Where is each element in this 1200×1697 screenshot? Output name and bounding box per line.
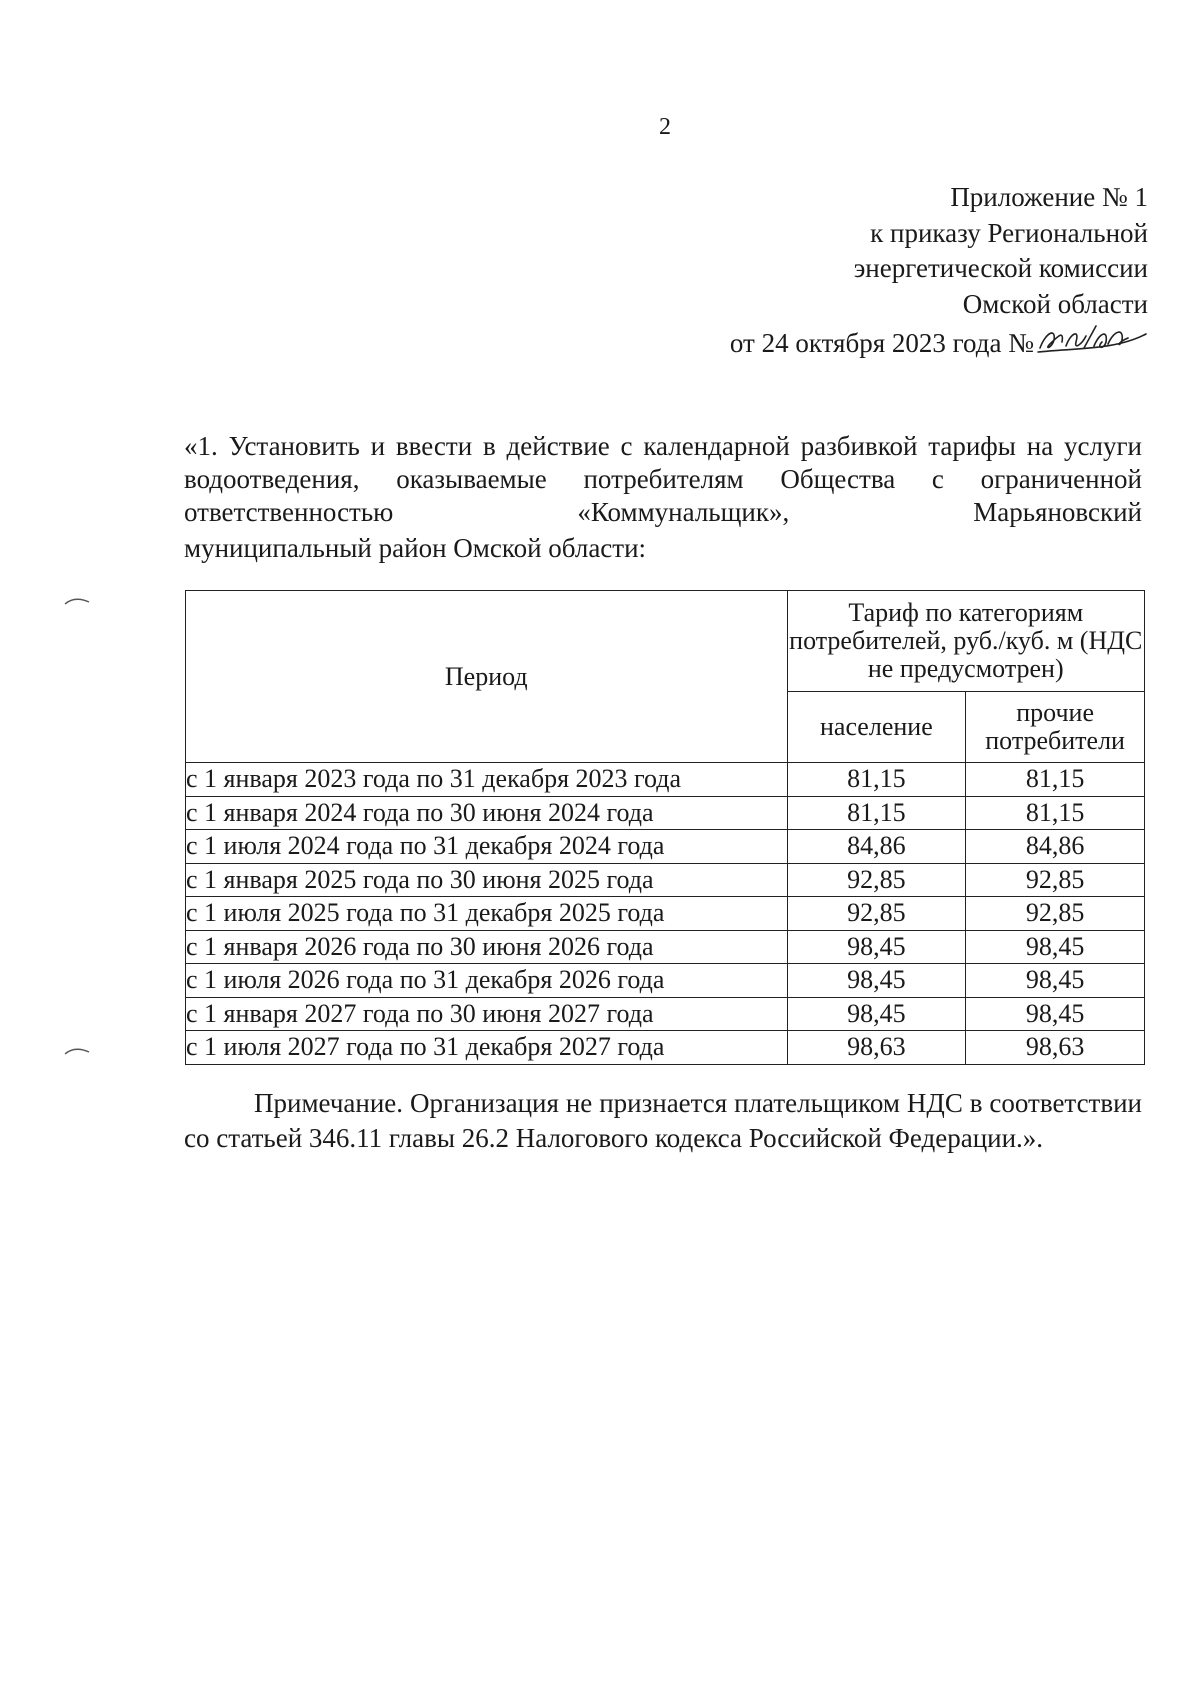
scan-mark-icon — [64, 596, 90, 606]
note-text: Примечание. Организация не признается плательщиком НДС в соответствии со статьей 346.11 главы 26.2 Налогового кодекса Российской Федерации.». — [184, 1088, 1142, 1153]
table-row — [186, 930, 1145, 964]
table-row — [186, 897, 1145, 931]
order-date-line — [628, 322, 1148, 366]
table-row — [186, 964, 1145, 998]
appendix-header — [628, 180, 1148, 366]
note-paragraph — [184, 1086, 1142, 1156]
period-cell: с 1 января 2025 года по 30 июня 2025 года — [186, 863, 788, 897]
population-tariff-cell: 98,45 — [787, 930, 966, 964]
period-cell: с 1 июля 2025 года по 31 декабря 2025 года — [186, 897, 788, 931]
intro-paragraph: «1. Установить и ввести в действие с календарной разбивкой тарифы на услуги водоотведения, оказываемые потребителям Общества с ограниченной ответственностью «Коммунальщик», Марьяновский — [184, 431, 1142, 527]
other-tariff-cell: 98,45 — [966, 997, 1145, 1031]
population-tariff-cell: 81,15 — [787, 763, 966, 797]
population-tariff-cell: 98,45 — [787, 997, 966, 1031]
population-tariff-cell: 92,85 — [787, 897, 966, 931]
other-tariff-cell: 81,15 — [966, 796, 1145, 830]
table-row — [186, 796, 1145, 830]
table-row — [186, 863, 1145, 897]
tariff-header: Тариф по категориям потребителей, руб./куб. м (НДС не предусмотрен) — [787, 591, 1145, 692]
other-tariff-cell: 98,45 — [966, 964, 1145, 998]
period-cell: с 1 января 2026 года по 30 июня 2026 года — [186, 930, 788, 964]
appendix-line-3: энергетической комиссии — [853, 253, 1148, 283]
table-row — [186, 1031, 1145, 1065]
other-tariff-cell: 98,63 — [966, 1031, 1145, 1065]
page-number: 2 — [659, 114, 671, 140]
table-row — [186, 763, 1145, 797]
population-tariff-cell: 98,45 — [787, 964, 966, 998]
intro-paragraph-last-line: муниципальный район Омской области: — [184, 533, 647, 563]
population-tariff-cell: 98,63 — [787, 1031, 966, 1065]
population-header: население — [787, 692, 966, 763]
other-tariff-cell: 92,85 — [966, 863, 1145, 897]
table-row — [186, 830, 1145, 864]
period-header: Период — [186, 591, 788, 763]
tariff-table — [185, 590, 1145, 1065]
other-tariff-cell: 84,86 — [966, 830, 1145, 864]
period-cell: с 1 июля 2024 года по 31 декабря 2024 года — [186, 830, 788, 864]
period-cell: с 1 января 2027 года по 30 июня 2027 года — [186, 997, 788, 1031]
order-date: от 24 октября 2023 года № — [729, 328, 1034, 358]
period-cell: с 1 июля 2026 года по 31 декабря 2026 года — [186, 964, 788, 998]
other-consumers-header: прочие потребители — [966, 692, 1145, 763]
population-tariff-cell: 84,86 — [787, 830, 966, 864]
scan-mark-icon — [64, 1046, 90, 1056]
other-tariff-cell: 98,45 — [966, 930, 1145, 964]
appendix-line-1: Приложение № 1 — [950, 182, 1148, 212]
population-tariff-cell: 81,15 — [787, 796, 966, 830]
appendix-line-4: Омской области — [962, 288, 1148, 319]
table-row — [186, 997, 1145, 1031]
appendix-line-2: к приказу Региональной — [870, 217, 1148, 248]
handwritten-order-number-icon — [1036, 322, 1148, 366]
population-tariff-cell: 92,85 — [787, 863, 966, 897]
period-cell: с 1 июля 2027 года по 31 декабря 2027 года — [186, 1031, 788, 1065]
period-cell: с 1 января 2023 года по 31 декабря 2023 года — [186, 763, 788, 797]
other-tariff-cell: 81,15 — [966, 763, 1145, 797]
period-cell: с 1 января 2024 года по 30 июня 2024 года — [186, 796, 788, 830]
other-tariff-cell: 92,85 — [966, 897, 1145, 931]
